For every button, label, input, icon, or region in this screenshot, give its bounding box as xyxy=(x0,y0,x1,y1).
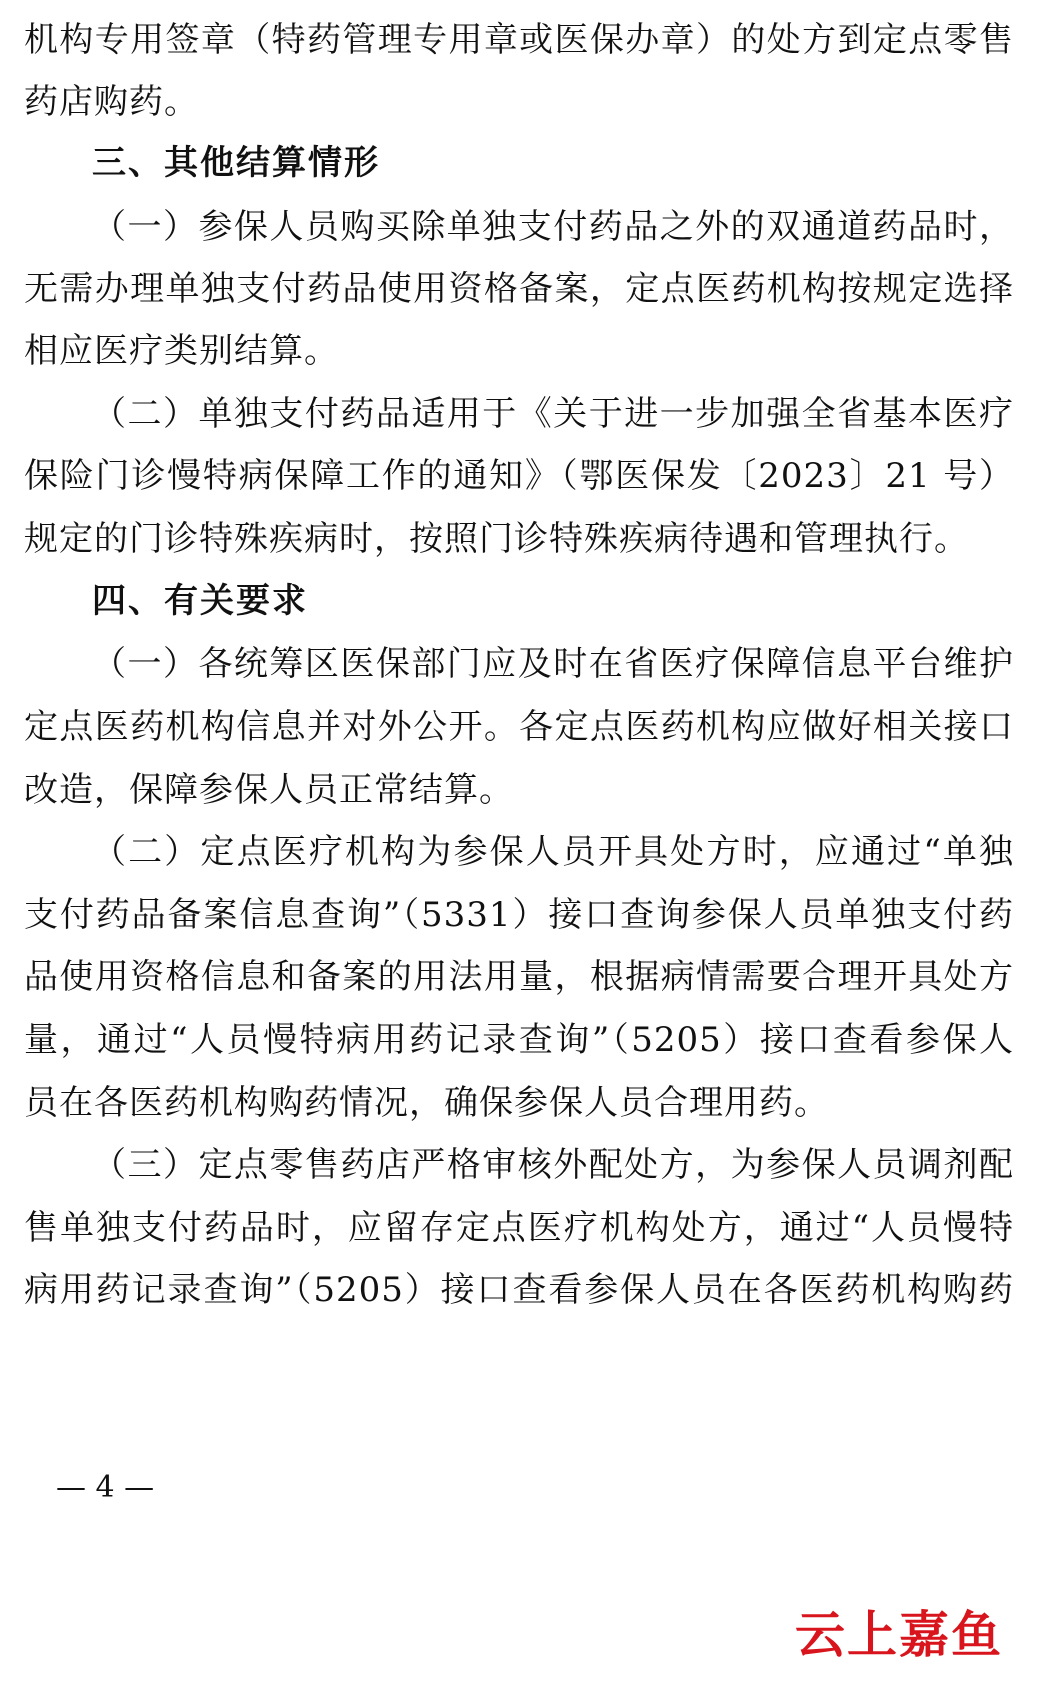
watermark-logo: 云上嘉鱼 xyxy=(795,1605,1003,1664)
body-line: （一）参保人员购买除单独支付药品之外的双通道药品时， xyxy=(92,207,1014,247)
body-line: 无需办理单独支付药品使用资格备案，定点医药机构按规定选择 xyxy=(24,269,1014,309)
body-line: 病用药记录查询”（5205）接口查看参保人员在各医药机构购药 xyxy=(24,1270,1014,1310)
body-line: （三）定点零售药店严格审核外配处方，为参保人员调剂配 xyxy=(92,1145,1014,1185)
body-line: （二）单独支付药品适用于《关于进一步加强全省基本医疗 xyxy=(92,394,1014,434)
body-line: 售单独支付药品时，应留存定点医疗机构处方，通过“人员慢特 xyxy=(24,1208,1014,1248)
body-line: 定点医药机构信息并对外公开。各定点医药机构应做好相关接口 xyxy=(24,707,1014,747)
body-line: 改造，保障参保人员正常结算。 xyxy=(24,770,514,810)
body-line: 规定的门诊特殊疾病时，按照门诊特殊疾病待遇和管理执行。 xyxy=(24,519,969,559)
body-line: 保险门诊慢特病保障工作的通知》（鄂医保发〔2023〕21 号） xyxy=(24,456,1014,496)
body-line: 支付药品备案信息查询”（5331）接口查询参保人员单独支付药 xyxy=(24,895,1014,935)
body-line: 员在各医药机构购药情况，确保参保人员合理用药。 xyxy=(24,1083,829,1123)
body-line: 机构专用签章（特药管理专用章或医保办章）的处方到定点零售 xyxy=(24,20,1014,60)
body-line: 品使用资格信息和备案的用法用量，根据病情需要合理开具处方 xyxy=(24,957,1014,997)
body-line: （二）定点医疗机构为参保人员开具处方时，应通过“单独 xyxy=(92,832,1014,872)
body-line: 相应医疗类别结算。 xyxy=(24,331,339,371)
section-heading-3: 三、其他结算情形 xyxy=(92,143,380,183)
page-number: — 4 — xyxy=(56,1470,155,1505)
body-line: （一）各统筹区医保部门应及时在省医疗保障信息平台维护 xyxy=(92,644,1014,684)
body-line: 药店购药。 xyxy=(24,82,199,122)
body-line: 量，通过“人员慢特病用药记录查询”（5205）接口查看参保人 xyxy=(24,1020,1014,1060)
section-heading-4: 四、有关要求 xyxy=(92,581,308,621)
